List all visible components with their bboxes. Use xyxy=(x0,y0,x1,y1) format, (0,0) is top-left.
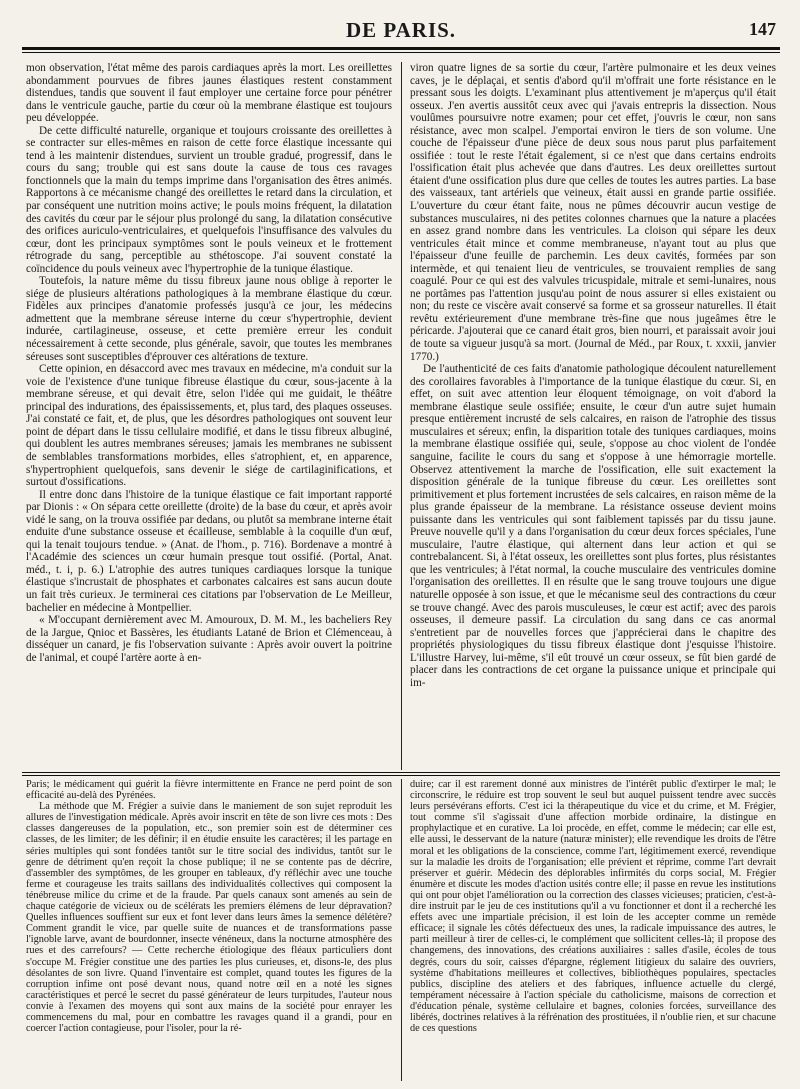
paragraph: De cette difficulté naturelle, organique et toujours croissante des oreillettes à se contracter sur elles-mêmes en raison de cette force élastique incessante qui tend à les maintenir distendues, survient un trouble gradué, progressif, dans le cours du sang; trouble qui est sans doute la cause de tous ces ravages fonctionnels que la main du temps imprime dans l'organisation des êtres animés. Rapportons à ce mécanisme changé des oreillettes le retard dans la circulation, et par conséquent une nutrition moins active; le pouls moins fréquent, la dilatation des cavités du cœur par le séjour plus prolongé du sang, la dilatation consécutive des orifices auriculo-ventriculaires, et quelquefois l'insuffisance des valvules du cœur, dont les principaux symptômes sont le pouls veineux et le frottement rétrograde du sang, perceptible au sthétoscope. J'ai souvent constaté la coïncidence du pouls veineux avec l'hypertrophie de la tunique élastique. xyxy=(26,124,392,275)
paragraph: La méthode que M. Frégier a suivie dans le maniement de son sujet reproduit les allures de l'investigation médicale. Après avoir inscrit en tête de son livre ces mots : Des classes dangereuses de la population, etc., son premier soin est de déterminer ces classes, de les limiter; de les définir; il en étudie ensuite les caractères; il les partage en séries multiples qui sont fondées tantôt sur le titre social des individus, tantôt sur le genre de détriment qu'en reçoit la chose publique; il ne se contente pas de décrire, d'assembler des symptômes, de les grouper en tableaux, d'y réfléchir avec une touche ferme et courageuse les traits saillans des individualités collectives qui composent la ténébreuse milice du crime et de la fraude. Par quels canaux sont amenés au sein de chaque catégorie de vicieux ou de scélérats les premiers élémens de leur dépravation? Quelles influences souffient sur eux et font lever dans leurs âmes la semence délétère? Comment grandit le vice, par quelle suite de nuances et de transformations passe l'ignoble larve, avant de bourdonner, insecte vénéneux, dans la nocturne atmosphère des rues et des carrefours? — Cette recherche étiologique des fléaux particuliers dont s'occupe M. Frégier constitue une des parties les plus curieuses, et, disons-le, des plus désolantes de son livre. Quand l'inventaire est complet, quand toutes les figures de la corruption infime ont posé devant nous, quand notre œil en a noté les signes caractéristiques et percé le secret du passé générateur de leurs turpitudes, l'auteur nous convie à l'examen des moyens qui sont aux mains de la société pour enrayer les commencemens du mal, pour en combattre les ravages quand il a grandi, pour en coercer l'action contagieuse, pour l'isoler, pour la ré- xyxy=(26,801,392,1035)
paragraph: De l'authenticité de ces faits d'anatomie pathologique découlent naturellement des corollaires favorables à l'importance de la tunique élastique du cœur. Si, en effet, on suit avec attention leur éloquent témoignage, on voit d'abord la membrane élastique seule ossifiée; ensuite, le cœur d'un autre sujet humain presque entièrement incrusté de sels calcaires, en raison de l'atrophie des tissus musculaires et séreux; enfin, la disparition totale des tuniques cardiaques, moins la membrane élastique ossifiée qui, seule, s'oppose au choc violent de l'ondée sanguine, facilite le cours du sang et s'oppose à une hémorragie mortelle. Observez attentivement la marche de l'ossification, elle suit exactement la disposition générale de la tunique fibreuse du cœur. Les oreillettes sont primitivement et plus fortement incrustées de sels calcaires, en raison même de la plus grande épaisseur de la membrane. La résistance osseuse devient moins puissante dans les ventricules qui sont faiblement tapissés par du tissu jaune. Preuve nouvelle qu'il y a dans l'organisation du cœur deux forces spéciales, l'une musculaire, l'autre élastique, qui alternent dans leur action et qui se contrebalancent. Si, à l'état osseux, les oreillettes sont plus fortes, plus résistantes que les ventricules; à l'état normal, la couche musculaire des ventricules domine l'organisation des oreillettes. Il en résulte que le sang trouve toujours une digue naturelle opposée à son issue, et que le mécanisme seul des contractions du cœur se trouve changé. Avec des parois musculeuses, le cœur est actif; avec des parois osseuses, il demeure passif. La circulation du sang dans ce cas anormal s'entretient par de nouvelles forces que j'apprécierai dans le chapitre des propriétés physiologiques du tissu fibreux élastique dont j'esquisse l'histoire. L'illustre Harvey, lui-même, s'il eût trouvé un cœur osseux, se fût bien gardé de placer dans les contractions de cet organe la puissance unique et principale qui im- xyxy=(410,363,776,689)
article-upper xyxy=(26,62,776,770)
paragraph: « M'occupant dernièrement avec M. Amouroux, D. M. M., les bacheliers Rey de la Jargue, Qnioc et Bassères, les étudiants Latané de Brion et Clémenceau, à disséquer un canard, je fis l'observation suivante : Après avoir ouvert la poitrine de l'animal, et coupé l'artère aorte à en- xyxy=(26,614,392,664)
paragraph: Cette opinion, en désaccord avec mes travaux en médecine, m'a conduit sur la voie de l'existence d'une tunique fibreuse élastique du cœur, sous-jacente à la membrane séreuse, et qui devait être, selon l'idée qui me guidait, le théâtre principal des indurations, des épaississements, et, plus tard, des plaques osseuses. J'ai constaté ce fait, et, de plus, que les désordres pathologiques ont souvent leur point de départ dans le tissu cellulaire modifié, et dans le tissu fibreux albuginé, qui doublent les autres membranes séreuses; jamais les membranes ne subissent de semblables transformations morbides, elles s'atrophient, et, en apparence, s'hypertrophient quelquefois, sans devenir le siége de cartilaginifications, et surtout d'ossifications. xyxy=(26,363,392,489)
lower-left-column xyxy=(26,779,392,1081)
paragraph: Il entre donc dans l'histoire de la tunique élastique ce fait important rapporté par Dionis : « On sépara cette oreillette (droite) de la base du cœur, et après avoir vidé le sang, on la trouva ossifiée par dedans, ou plutôt sa membrane interne était enduite d'une substance osseuse et écailleuse, semblable à la coquille d'un œuf, qui la tenait toujours tendue. » (Anat. de l'hom., p. 716). Bordenave a montré à l'Académie des sciences un cœur humain presque tout ossifié. (Portal, Anat. méd., t. i, p. 6.) L'atrophie des autres tuniques cardiaques lorsque la tunique élastique s'incrustait de phosphates et carbonates calcaires est sans aucun doute un fait très curieux. Je terminerai ces citations par l'observation de Le Meilleur, bachelier en médecine à Montpellier. xyxy=(26,488,392,614)
header-rule-thick xyxy=(22,47,780,50)
paragraph: Paris; le médicament qui guérit la fièvre intermittente en France ne perd point de son efficacité au-delà des Pyrénées. xyxy=(26,779,392,802)
column-divider xyxy=(401,62,402,770)
page-number: 147 xyxy=(749,19,776,39)
article-lower xyxy=(26,779,776,1081)
section-rule-top xyxy=(22,772,780,773)
paragraph: duire; car il est rarement donné aux ministres de l'intérêt public d'extirper le mal; le circonscrire, le réduire est trop souvent le seul but auquel puissent tendre avec succès leurs persévérans efforts. C'est ici la thérapeutique du vice et du crime, et M. Frégier, tout comme s'il s'agissait d'une affection morbide ordinaire, la distingue en prophylactique et en curative. La loi procède, en effet, comme le médecin; car elle est, elle aussi, le desservant de la nature (naturæ minister); elle revendique les droits de l'être moral et les obligations de la conscience, comme l'art, légitimement exercé, revendique sur la maladie les droits de l'organisation; elle prévient et réprime, comme l'art devrait préserver et guérir. Médecin des déplorables infirmités du corps social, M. Frégier énumère et discute les modes d'action usités contre elle; il passe en revue les institutions qui ont pour objet l'amélioration ou la correction des classes vicieuses; praticien, c'est-à-dire instruit par le jeu de ces institutions qu'il a vu fonctionner et dont il a recherché les effets avec une impartiale précision, il est loin de les accepter comme un remède efficace; il signale les côtés défectueux des unes, la radicale impuissance des autres, le parti meilleur à tirer de celles-ci, le complément que sollicitent celles-là; il propose des changemens, des innovations, des créations auxiliaires : salles d'asile, écoles de tous degrés, cours du soir, caisses d'épargne, réglement litigieux du salaire des ouvriers, système d'habitations meilleures et collectives, bibliothèques populaires, spectacles publics, discipline des ateliers et des fabriques, influence actuelle du clergé, tempérament nécessaire à l'action spéciale du catholicisme, maisons de correction et d'éducation pénale, système cellulaire et bagnes, colonies forcées, surveillance des libérés, doctrines relatives à la réfrénation des prostituées, il n'oublie rien, et sur chacune de ces questions xyxy=(410,779,776,1035)
paragraph: viron quatre lignes de sa sortie du cœur, l'artère pulmonaire et les deux veines caves, je le déplaçai, et sentis d'abord qu'il m'offrait une forte résistance en le pressant sous les doigts. L'examinant plus attentivement je m'aperçus qu'il était osseux. J'en avertis aussitôt ceux avec qui j'avais entrepris la dissection. Nous voulûmes poursuivre notre examen; pour cet effet, j'ouvris le cœur, non sans résistance, avec mon scalpel. J'emportai environ le tiers de son volume. Une couche de l'épaisseur d'une pièce de deux sous nous parut plus parfaitement ossifiée : tout le reste l'était également, si ce n'est que dans certains endroits l'ossification était plus achevée que dans d'autres. Les deux oreillettes surtout étaient d'une ossification plus dure que celles de toutes les autres parties. La base des vaisseaux, tant artériels que veineux, était aussi en grande partie ossifiée. L'ouverture du cœur étant faite, nous ne pûmes découvrir aucun vestige de substances musculaires, ni des petites colonnes charnues que la nature a placées en assez grand nombre dans les ventricules. La cloison qui sépare les deux ventricules était mince et comme membraneuse, n'ayant tout au plus que l'épaisseur d'une feuille de parchemin. Les deux cavités, formées par son intermède, et qui tenaient lieu de ventricules, se trouvaient remplies de sang coagulé. Pour ce qui est des valvules tricuspidale, mitrale et semi-lunaires, nous ne portâmes pas l'attention jusqu'au point de nous assurer si elles existaient ou non; du reste ce viscère avait conservé sa forme et sa grosseur naturelles. Il était revêtu extérieurement d'une membrane très-fine que nous jugeâmes être le péricarde. J'ajouterai que ce canard était gros, bien nourri, et paraissait avoir joui de toute sa vigueur jusqu'à sa mort. (Journal de Méd., par Roux, t. xxxii, janvier 1770.) xyxy=(410,62,776,363)
column-divider xyxy=(401,779,402,1081)
paragraph: mon observation, l'état même des parois cardiaques après la mort. Les oreillettes abondamment pourvues de fibres jaunes élastiques restent constamment distendues, tandis que souvent il faut employer une certaine force pour pénétrer dans le ventricule gauche, partie du cœur où la membrane élastique est toujours peu développée. xyxy=(26,62,392,125)
page-header xyxy=(22,16,780,44)
upper-left-column xyxy=(26,62,392,770)
paragraph: Toutefois, la nature même du tissu fibreux jaune nous oblige à reporter le siége de plusieurs altérations pathologiques à la membrane élastique du cœur. Fidèles aux principes d'anatomie professés jusqu'à ce jour, les médecins admettent que la membrane séreuse interne du cœur s'hypertrophie, devient indurée, cartilagineuse, osseuse, et cette première erreur les conduit nécessairement à cette seconde, plus générale, savoir, que toutes les membranes séreuses sont susceptibles d'éprouver ces altérations de texture. xyxy=(26,275,392,363)
lower-right-column xyxy=(410,779,776,1081)
section-rule-bottom xyxy=(22,775,780,776)
upper-right-column xyxy=(410,62,776,770)
running-title: DE PARIS. xyxy=(345,18,457,42)
header-rule-thin xyxy=(22,52,780,53)
